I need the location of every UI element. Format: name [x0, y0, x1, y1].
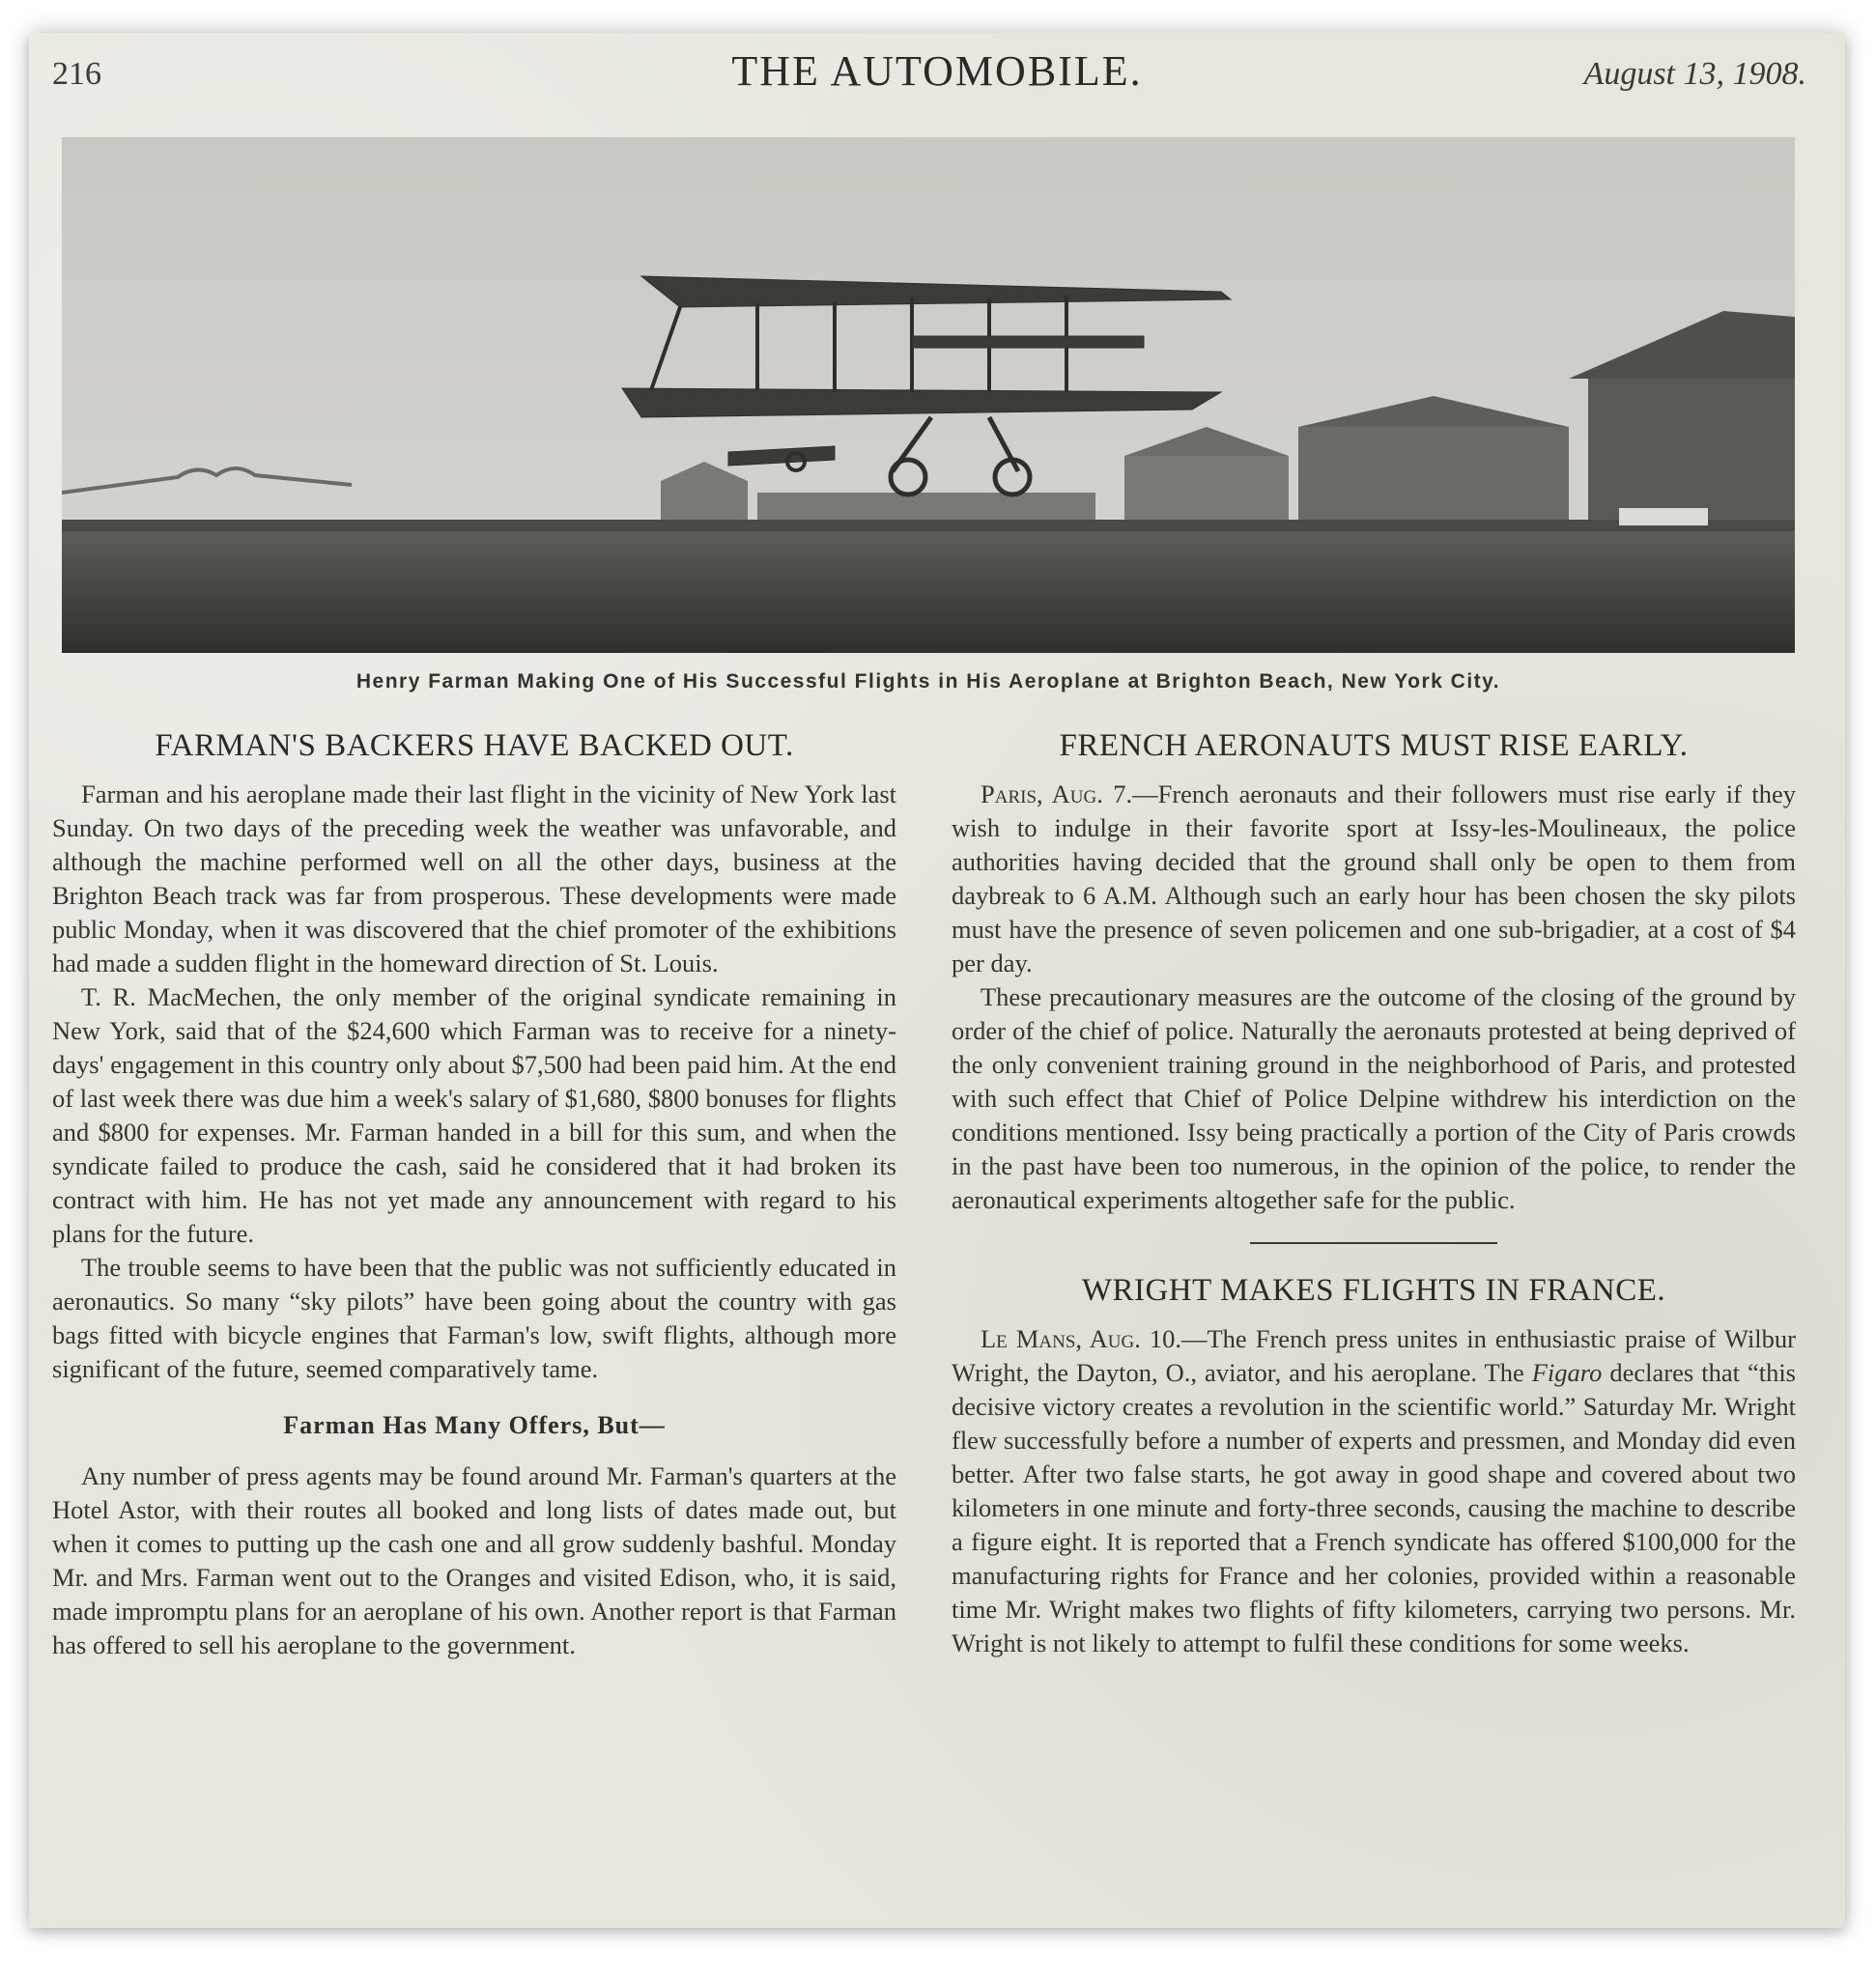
divider — [1250, 1242, 1497, 1244]
photo-illustration — [62, 137, 1795, 653]
paragraph: Farman and his aeroplane made their last flight in the vicinity of New York last Sunday. On two days of the preceding week the weather was unfavorable, and although the machine performed well on all the other days, business at the Brighton Beach track was far from prosperous. These developments were made public Monday, when it was discovered that the chief promoter of the exhibitions had made a sudden flight in the homeward direction of St. Louis. — [52, 779, 896, 977]
newspaper-name: Figaro — [1531, 1358, 1603, 1387]
biplane-photograph — [62, 137, 1795, 653]
paragraph: T. R. MacMechen, the only member of the original syndicate remaining in New York, said that of the $24,600 which Farman was to receive for a ninety-days' engagement in this country only about $7,500 had been paid him. At the end of last week there was due him a week's salary of $1,680, $800 bonuses for flights and $800 for expenses. Mr. Farman handed in a bill for this sum, and when the syndicate failed to produce the cash, said he considered that it had broken its contract with him. He has not yet made any announcement with regard to his plans for the future. — [52, 982, 896, 1248]
magazine-title: THE AUTOMOBILE. — [731, 47, 1143, 95]
headline-french-aeronauts: FRENCH AERONAUTS MUST RISE EARLY. — [1059, 728, 1689, 763]
paragraph: Paris, Aug. 7.—French aeronauts and their followers must rise early if they wish to indulge in their favorite sport at Issy-les-Moulineaux, the police authorities having decided that the ground shall only be open to them from daybreak to 6 A.M. Although such an early hour has been chosen the sky pilots must have the presence of seven policemen and one sub-brigadier, at a cost of $4 per day. — [952, 779, 1796, 977]
subheading-many-offers: Farman Has Many Offers, But— — [283, 1411, 666, 1439]
paragraph: These precautionary measures are the outcome of the closing of the ground by order of the chief of police. Naturally the aeronauts protested at being deprived of the only convenient training ground in the neighborhood of Paris, and protested with such effect that Chief of Police Delpine withdrew his interdiction on the conditions mentioned. Issy being practically a portion of the City of Paris crowds in the past have been too numerous, in the opinion of the police, to render the aeronautical experiments altogether safe for the public. — [952, 982, 1796, 1214]
paragraph: Le Mans, Aug. 10.—The French press unites in enthusiastic praise of Wilbur Wright, the Dayton, O., aviator, and his aeroplane. The Figaro declares that “this decisive victory creates a revolution in the scientific world.” Saturday Mr. Wright flew successfully before a number of experts and pressmen, and Monday did even better. After two false starts, he got away in good shape and covered about two kilometers in one minute and forty-three seconds, causing the machine to describe a figure eight. It is reported that a French syndicate has offered $100,000 for the manufacturing rights for France and her colonies, provided within a reasonable time Mr. Wright makes two flights of fifty kilometers, carrying two persons. Mr. Wright is not likely to attempt to fulfil these conditions for some weeks. — [952, 1324, 1796, 1657]
photo-caption: Henry Farman Making One of His Successful Flights in His Aeroplane at Brighton Beach, New York City. — [355, 670, 1501, 693]
paragraph: Any number of press agents may be found around Mr. Farman's quarters at the Hotel Astor, with their routes all booked and long lists of dates made out, but when it comes to putting up the cash one and all grow suddenly bashful. Monday Mr. and Mrs. Farman went out to the Oranges and visited Edison, who, it is said, made impromptu plans for an aeroplane of his own. Another report is that Farman has offered to sell his aeroplane to the government. — [52, 1461, 896, 1659]
paragraph: The trouble seems to have been that the public was not sufficiently educated in aeronautics. So many “sky pilots” have been going about the country with gas bags fitted with bicycle engines that Farman's low, swift flights, although more significant of the future, seemed comparatively tame. — [52, 1253, 896, 1383]
right-column — [952, 728, 1796, 1660]
magazine-page — [29, 33, 1845, 1928]
headline-farman-backers: FARMAN'S BACKERS HAVE BACKED OUT. — [155, 728, 794, 763]
dateline: Paris, Aug. 7. — [981, 779, 1133, 808]
left-column — [52, 728, 896, 1662]
headline-wright-flights: WRIGHT MAKES FLIGHTS IN FRANCE. — [1081, 1273, 1666, 1308]
page-number: 216 — [52, 56, 101, 92]
issue-date: August 13, 1908. — [1583, 56, 1806, 92]
dateline: Le Mans, Aug. 10. — [981, 1324, 1181, 1353]
